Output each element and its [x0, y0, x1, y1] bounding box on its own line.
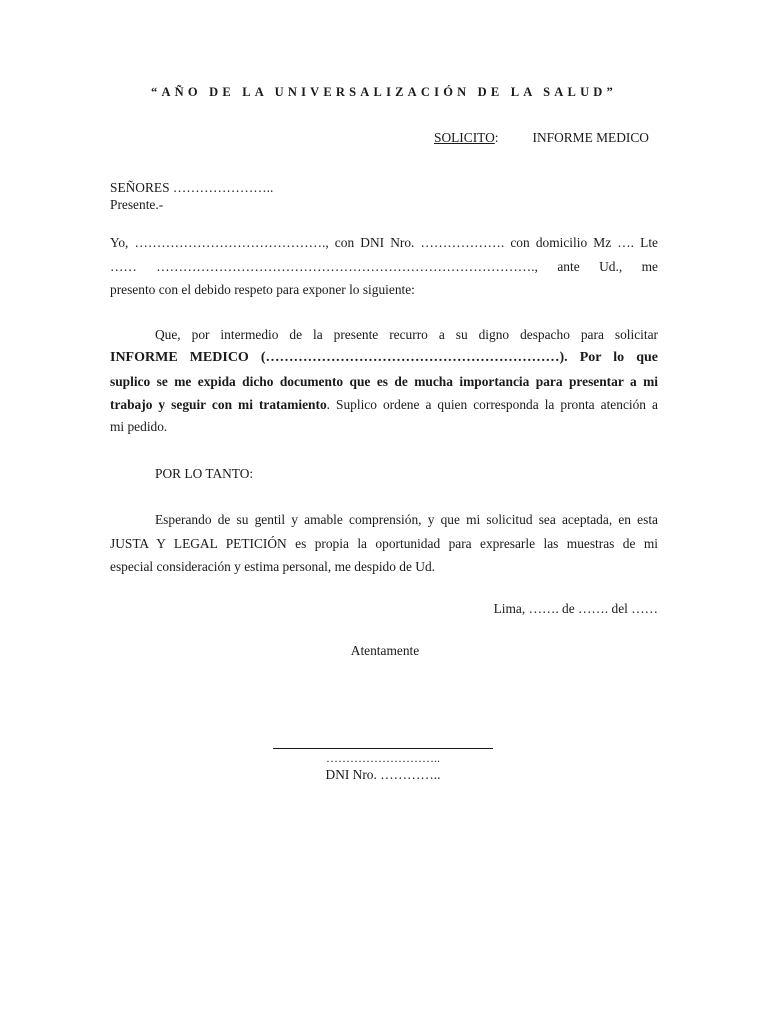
body1-line-2: INFORME MEDICO (………………………………………………………). Por lo que — [110, 350, 658, 365]
body1-bold-phrase: trabajo y seguir con mi tratamiento — [110, 397, 327, 412]
solicito-label: SOLICITO — [434, 130, 495, 145]
solicito-colon: : — [494, 130, 499, 145]
addressee-line: SEÑORES ………………….. — [110, 180, 274, 195]
body2-line-1: Esperando de su gentil y amable comprensión, y que mi solicitud sea aceptada, en esta — [155, 512, 658, 527]
intro-line-2 — [110, 259, 658, 275]
body1-line-3: suplico se me expida dicho documento que es de mucha importancia para presentar a mi — [110, 374, 658, 389]
body1-line-4 — [110, 397, 658, 413]
date-line: Lima, ……. de ……. del …… — [493, 601, 658, 616]
signature-dni: DNI Nro. ………….. — [325, 767, 441, 782]
presente-line: Presente.- — [110, 197, 164, 212]
document-header-title: “AÑO DE LA UNIVERSALIZACIÓN DE LA SALUD” — [151, 85, 617, 99]
intro-address-dots: …………………………………………………………………………., ante Ud., me — [156, 259, 658, 274]
body2-line-2: JUSTA Y LEGAL PETICIÓN es propia la oportunidad para expresarle las muestras de mi — [110, 536, 658, 551]
body1-line-1: Que, por intermedio de la presente recurro a su digno despacho para solicitar — [155, 327, 658, 342]
intro-lote-dots: …… — [110, 259, 137, 274]
intro-line-1: Yo, ……………………………………., con DNI Nro. ………………. con domicilio Mz …. Lte — [110, 235, 658, 250]
signature-line — [273, 748, 493, 749]
por-lo-tanto: POR LO TANTO: — [155, 466, 254, 481]
body1-line-4-rest: . Suplico ordene a quien corresponda la pronta atención a — [326, 397, 658, 412]
solicito-value: INFORME MEDICO — [532, 130, 649, 145]
intro-line-3: presento con el debido respeto para exponer lo siguiente: — [110, 282, 415, 297]
signature-name-dots: ……………………….. — [326, 751, 440, 765]
solicito-line — [434, 130, 649, 146]
closing-text: Atentamente — [350, 643, 420, 658]
body2-line-3: especial consideración y estima personal, me despido de Ud. — [110, 559, 435, 574]
body1-line-5: mi pedido. — [110, 419, 168, 434]
